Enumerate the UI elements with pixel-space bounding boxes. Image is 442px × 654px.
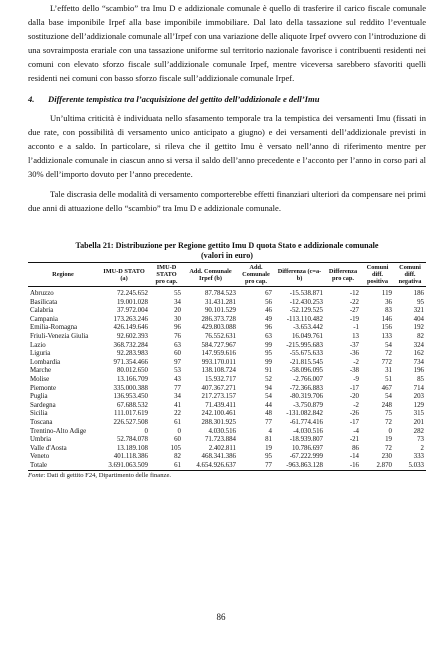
- value-cell: 136.953.450: [113, 393, 148, 401]
- value-cell: 34: [174, 298, 181, 306]
- value-cell: 83: [385, 307, 392, 315]
- value-cell: 67: [265, 290, 272, 297]
- value-cell: -37: [349, 341, 359, 349]
- paragraph-1: L’effetto dello “scambio” tra Imu D e addizionale comunale è quello di trasferire il carico fiscale comunale dalla base imponibile Irpef alla base imponibile immobiliare. Dal lato della tassazione sul reddito l’eventuale sostituzione dell’addizionale comunale all’Irpef con una variazione delle aliquote Irpef ovvero con l’introduzione di una sovraimposta erariale con una tassazione uniforme sul territorio nazionale favorisce i contribuenti residenti nei comuni con elevato sforzo fiscale sull’addizionale comunale Irpef, mentre viceversa sarebbero sfavoriti quelli residenti nei comuni con basso sforzo fiscale sull’addizionale comunale Irpef.: [28, 3, 426, 83]
- value-cell: -20: [349, 393, 359, 401]
- value-cell: 19: [385, 436, 392, 444]
- value-cell: 714: [413, 384, 424, 392]
- value-cell: 31: [385, 367, 392, 375]
- value-cell: -67.222.999: [289, 453, 323, 461]
- value-cell: 186: [413, 290, 424, 297]
- paragraph-2: Un’ultima criticità è individuata nello sfasamento temporale tra la tempistica dei versamenti Imu (fissati in due rate, con possibilità di versamento unico anticipato a giugno) e dei versamenti dell’addizionale previsti in acconto e a saldo. In particolare, si rileva che il gettito Imu è versato nell’anno di riferimento mentre per l’addizionale comunale in ciascun anno si versa il saldo dell’anno precedente e l’acconto per l’anno in corso pari al 30% dell’importo dovuto per l’anno precedente.: [28, 113, 426, 179]
- value-cell: 4.654.926.637: [183, 462, 238, 471]
- value-cell: 36: [385, 298, 392, 306]
- value-cell: 321: [413, 307, 424, 315]
- table-row: [28, 410, 426, 419]
- value-cell: 282: [413, 427, 424, 435]
- value-cell: 51: [385, 375, 392, 383]
- region-cell: Totale: [28, 462, 98, 471]
- value-cell: 146: [381, 315, 392, 323]
- table-row: [28, 307, 426, 316]
- value-cell: -4: [353, 427, 359, 435]
- value-cell: -16: [325, 462, 361, 471]
- paragraph-3: Tale discrasia delle modalità di versamento comporterebbe effetti finanziari ulteriori da compensare nei primi due anni di attuazione dello “scambio” tra Imu D e addizionale comunale.: [28, 189, 426, 213]
- value-cell: 54: [385, 393, 392, 401]
- table-row: [28, 462, 426, 471]
- value-cell: 31.431.281: [204, 298, 236, 306]
- value-cell: -27: [349, 307, 359, 315]
- value-cell: 48: [265, 410, 272, 418]
- region-cell: Toscana: [30, 418, 53, 426]
- value-cell: -4.030.516: [293, 427, 323, 435]
- value-cell: -36: [349, 350, 359, 358]
- value-cell: 49: [265, 315, 272, 323]
- value-cell: 0: [177, 427, 181, 435]
- value-cell: 60: [174, 436, 181, 444]
- value-cell: 99: [265, 341, 272, 349]
- region-cell: Puglia: [30, 393, 48, 401]
- value-cell: 19: [265, 444, 272, 452]
- value-cell: 407.367.271: [201, 384, 236, 392]
- table-row: [28, 393, 426, 402]
- region-cell: Basilicata: [30, 298, 58, 306]
- table-row: [28, 324, 426, 333]
- value-cell: 85: [417, 375, 424, 383]
- value-cell: 22: [174, 410, 181, 418]
- value-cell: -215.995.683: [286, 341, 323, 349]
- value-cell: 55: [174, 290, 181, 297]
- region-cell: Lazio: [30, 341, 46, 349]
- value-cell: 156: [381, 324, 392, 332]
- value-cell: 19.001.028: [116, 298, 148, 306]
- column-header: Add. Comunale Irpef (b): [183, 263, 238, 287]
- region-cell: Abruzzo: [30, 290, 54, 297]
- value-cell: -38: [349, 367, 359, 375]
- value-cell: 52: [265, 375, 272, 383]
- value-cell: 20: [174, 307, 181, 315]
- value-cell: 99: [265, 358, 272, 366]
- value-cell: -3.750.879: [293, 401, 323, 409]
- value-cell: 217.273.157: [201, 393, 236, 401]
- value-cell: 196: [413, 367, 424, 375]
- value-cell: 0: [144, 427, 148, 435]
- region-cell: Umbria: [30, 436, 52, 444]
- value-cell: -52.129.525: [289, 307, 323, 315]
- value-cell: 105: [170, 444, 181, 452]
- value-cell: -18.939.807: [289, 436, 323, 444]
- value-cell: 60: [174, 350, 181, 358]
- value-cell: 16.049.761: [291, 332, 323, 340]
- value-cell: 230: [381, 453, 392, 461]
- value-cell: 13: [352, 332, 359, 340]
- value-cell: 56: [265, 298, 272, 306]
- table-row: [28, 376, 426, 385]
- value-cell: 0: [388, 427, 392, 435]
- region-cell: Calabria: [30, 307, 54, 315]
- table-body: [28, 287, 426, 471]
- value-cell: 72: [385, 418, 392, 426]
- value-cell: 138.108.724: [201, 367, 236, 375]
- value-cell: 53: [174, 367, 181, 375]
- value-cell: 2.870: [361, 462, 394, 471]
- region-cell: Campania: [30, 315, 58, 323]
- value-cell: 119: [381, 290, 392, 297]
- value-cell: 90.101.529: [204, 307, 236, 315]
- value-cell: 94: [265, 384, 272, 392]
- section-number: 4.: [28, 94, 35, 104]
- region-cell: Sardegna: [30, 401, 56, 409]
- value-cell: 67.688.532: [116, 401, 148, 409]
- value-cell: 92.602.393: [116, 332, 148, 340]
- value-cell: -21.815.545: [289, 358, 323, 366]
- value-cell: 993.170.011: [201, 358, 236, 366]
- table-row: [28, 385, 426, 394]
- value-cell: 86: [352, 444, 359, 452]
- value-cell: 73: [417, 436, 424, 444]
- value-cell: 286.373.728: [201, 315, 236, 323]
- value-cell: 201: [413, 418, 424, 426]
- value-cell: -9: [353, 375, 359, 383]
- region-cell: Marche: [30, 367, 52, 375]
- value-cell: 37.972.004: [116, 307, 148, 315]
- source-label: Fonte: [28, 472, 44, 480]
- value-cell: -2: [353, 358, 359, 366]
- value-cell: 72: [385, 444, 392, 452]
- value-cell: 10.786.697: [291, 444, 323, 452]
- page-number: 86: [216, 612, 226, 622]
- value-cell: -14: [349, 453, 359, 461]
- value-cell: 96: [174, 324, 181, 332]
- table-row: [28, 436, 426, 445]
- value-cell: 63: [265, 332, 272, 340]
- value-cell: 71.439.411: [205, 401, 236, 409]
- value-cell: 111.017.619: [114, 410, 148, 418]
- column-header: Add. Comunale pro cap.: [238, 263, 274, 287]
- region-cell: Lombardia: [30, 358, 61, 366]
- value-cell: 467: [381, 384, 392, 392]
- table-row: [28, 287, 426, 299]
- value-cell: 13.166.709: [116, 375, 148, 383]
- value-cell: 34: [174, 393, 181, 401]
- region-cell: Sicilia: [30, 410, 48, 418]
- table-row: [28, 342, 426, 351]
- value-cell: 54: [385, 341, 392, 349]
- value-cell: -58.096.095: [289, 367, 323, 375]
- value-cell: 76.552.631: [204, 332, 236, 340]
- table-row: [28, 367, 426, 376]
- value-cell: -21: [349, 436, 359, 444]
- value-cell: 91: [265, 367, 272, 375]
- value-cell: 61: [174, 418, 181, 426]
- value-cell: 2.402.811: [208, 444, 236, 452]
- value-cell: 584.727.967: [201, 341, 236, 349]
- value-cell: -15.538.871: [289, 290, 323, 297]
- table-row: [28, 419, 426, 428]
- value-cell: 13.189.108: [116, 444, 148, 452]
- section-title: Differente tempistica tra l’acquisizione del gettito dell’addizionale e dell’Imu: [48, 94, 320, 104]
- value-cell: -2.766.007: [293, 375, 323, 383]
- table-row: [28, 359, 426, 368]
- value-cell: 92.283.983: [116, 350, 148, 358]
- value-cell: 82: [417, 332, 424, 340]
- column-header: Comuni diff. positiva: [361, 263, 394, 287]
- table-title: [28, 241, 426, 260]
- document-page: [28, 0, 426, 480]
- value-cell: 30: [174, 315, 181, 323]
- value-cell: 63: [174, 341, 181, 349]
- value-cell: 426.149.646: [113, 324, 148, 332]
- region-cell: Molise: [30, 375, 50, 383]
- value-cell: 2: [420, 444, 424, 452]
- value-cell: 4.030.516: [208, 427, 236, 435]
- value-cell: 77: [174, 384, 181, 392]
- value-cell: 429.803.088: [201, 324, 236, 332]
- value-cell: -55.675.633: [289, 350, 323, 358]
- value-cell: 4: [268, 427, 272, 435]
- value-cell: 95: [417, 298, 424, 306]
- value-cell: -3.653.442: [293, 324, 323, 332]
- table-title-line-2: (valori in euro): [200, 250, 253, 260]
- table-row: [28, 428, 426, 437]
- value-cell: -61.774.416: [289, 418, 323, 426]
- region-cell: Veneto: [30, 453, 50, 461]
- value-cell: 133: [381, 332, 392, 340]
- value-cell: -963.863.128: [274, 462, 325, 471]
- value-cell: 41: [174, 401, 181, 409]
- column-header: Comuni diff. negativa: [394, 263, 426, 287]
- value-cell: -17: [349, 418, 359, 426]
- value-cell: 368.732.284: [113, 341, 148, 349]
- value-cell: 54: [265, 393, 272, 401]
- value-cell: 72.245.652: [116, 290, 148, 297]
- value-cell: 76: [174, 332, 181, 340]
- value-cell: 401.118.386: [113, 453, 148, 461]
- value-cell: 173.263.246: [113, 315, 148, 323]
- table-row: [28, 350, 426, 359]
- value-cell: 46: [265, 307, 272, 315]
- value-cell: 248: [381, 401, 392, 409]
- value-cell: 80.012.650: [116, 367, 148, 375]
- region-cell: Valle d'Aosta: [30, 444, 67, 452]
- value-cell: 468.341.386: [201, 453, 236, 461]
- value-cell: 129: [413, 401, 424, 409]
- value-cell: 203: [413, 393, 424, 401]
- value-cell: 3.691.063.509: [98, 462, 150, 471]
- data-table: [28, 262, 426, 471]
- table-row: [28, 299, 426, 308]
- region-cell: Emilia-Romagna: [30, 324, 78, 332]
- source-text: : Dati di gettito F24, Dipartimento delle finanze.: [43, 472, 172, 480]
- value-cell: 96: [265, 324, 272, 332]
- table-row: [28, 333, 426, 342]
- value-cell: -12: [349, 290, 359, 297]
- value-cell: 95: [265, 350, 272, 358]
- table-row: [28, 445, 426, 454]
- column-header: Differenza (c=a-b): [274, 263, 325, 287]
- value-cell: 72: [385, 350, 392, 358]
- region-cell: Trentino-Alto Adige: [30, 427, 87, 435]
- value-cell: 43: [174, 375, 181, 383]
- value-cell: 162: [413, 350, 424, 358]
- value-cell: 71.723.884: [204, 436, 236, 444]
- value-cell: 242.100.461: [201, 410, 236, 418]
- value-cell: 324: [413, 341, 424, 349]
- value-cell: -72.366.883: [289, 384, 323, 392]
- table-title-line-1: Tabella 21: Distribuzione per Regione gettito Imu D quota Stato e addizionale comunale: [75, 241, 379, 250]
- table-row: [28, 402, 426, 411]
- value-cell: -19: [349, 315, 359, 323]
- value-cell: -26: [349, 410, 359, 418]
- value-cell: 192: [413, 324, 424, 332]
- column-header: Regione: [28, 263, 98, 287]
- value-cell: 404: [413, 315, 424, 323]
- value-cell: 335.000.388: [113, 384, 148, 392]
- region-cell: Liguria: [30, 350, 51, 358]
- value-cell: 81: [265, 436, 272, 444]
- value-cell: 44: [265, 401, 272, 409]
- value-cell: -113.110.482: [286, 315, 323, 323]
- value-cell: 147.959.616: [201, 350, 236, 358]
- value-cell: 226.527.508: [113, 418, 148, 426]
- value-cell: 77: [265, 418, 272, 426]
- value-cell: -1: [353, 324, 359, 332]
- region-cell: Friuli-Venezia Giulia: [30, 332, 89, 340]
- value-cell: 95: [265, 453, 272, 461]
- table-row: [28, 316, 426, 325]
- value-cell: 5.033: [394, 462, 426, 471]
- value-cell: -131.082.842: [286, 410, 323, 418]
- value-cell: 734: [413, 358, 424, 366]
- value-cell: -12.430.253: [289, 298, 323, 306]
- table-source: [28, 472, 426, 480]
- table-row: [28, 453, 426, 462]
- value-cell: 15.932.717: [204, 375, 236, 383]
- value-cell: 52.784.078: [116, 436, 148, 444]
- value-cell: 288.301.925: [201, 418, 236, 426]
- value-cell: -80.319.706: [289, 393, 323, 401]
- value-cell: -17: [349, 384, 359, 392]
- value-cell: 87.784.523: [204, 290, 236, 297]
- value-cell: 772: [381, 358, 392, 366]
- column-header: IMU-D STATO (a): [98, 263, 150, 287]
- value-cell: 315: [413, 410, 424, 418]
- column-header: IMU-D STATO pro cap.: [150, 263, 183, 287]
- section-heading: [28, 93, 426, 105]
- region-cell: Piemonte: [30, 384, 57, 392]
- value-cell: 61: [150, 462, 183, 471]
- value-cell: 75: [385, 410, 392, 418]
- value-cell: 82: [174, 453, 181, 461]
- value-cell: 333: [413, 453, 424, 461]
- value-cell: 97: [174, 358, 181, 366]
- value-cell: -2: [353, 401, 359, 409]
- value-cell: 971.354.466: [113, 358, 148, 366]
- value-cell: 77: [238, 462, 274, 471]
- value-cell: -22: [349, 298, 359, 306]
- table-header-row: [28, 263, 426, 287]
- column-header: Differenza pro cap.: [325, 263, 361, 287]
